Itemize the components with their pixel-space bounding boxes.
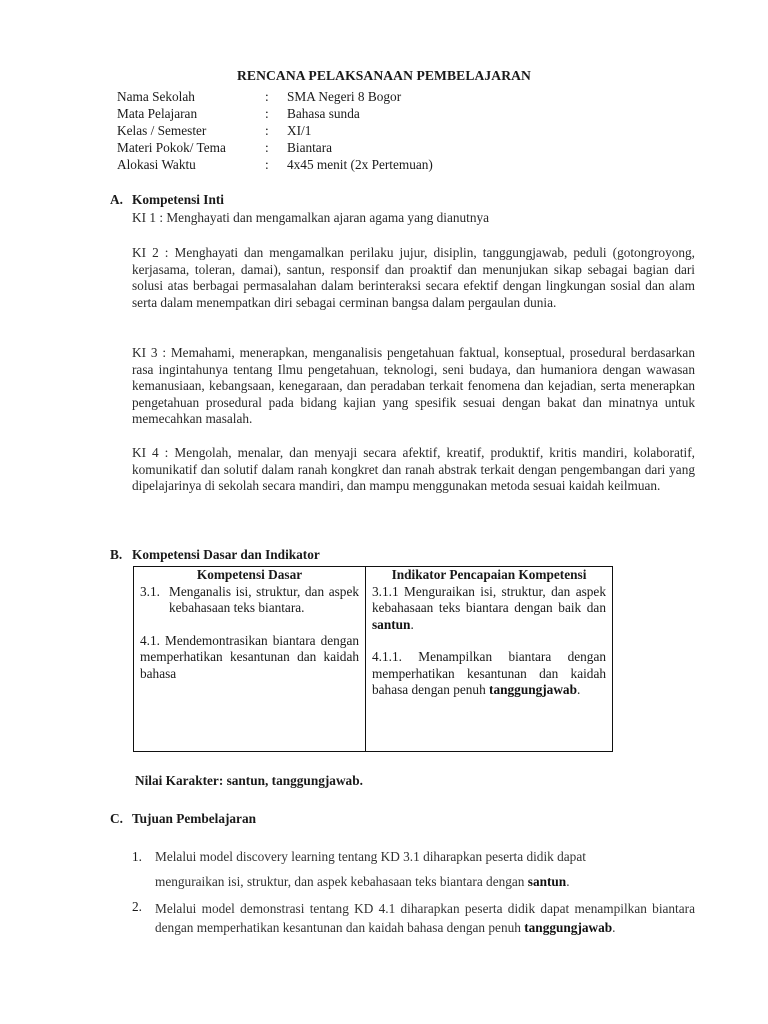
identity-sep: : xyxy=(265,89,269,104)
section-a-heading xyxy=(110,192,224,208)
nilai-karakter: Nilai Karakter: santun, tanggungjawab. xyxy=(135,773,363,788)
objective-2-body: Melalui model demonstrasi tentang KD 4.1 diharapkan peserta didik dapat menampilkan biantara dengan memperhatikan kesantunan dan kaidah bahasa dengan penuh xyxy=(155,901,695,935)
identity-value: XI/1 xyxy=(287,123,312,138)
kd-column-header: Kompetensi Dasar xyxy=(196,567,303,582)
section-b-number: B. xyxy=(110,547,123,562)
table-row xyxy=(134,567,613,752)
objective-2-end: . xyxy=(612,920,616,935)
objective-1-number: 1. xyxy=(132,849,142,864)
indicator-cell xyxy=(366,567,613,752)
indicator-3-1-1 xyxy=(372,584,606,634)
kd-3-1-text: Menganalis isi, struktur, dan aspek kebahasaan teks biantara. xyxy=(169,583,359,615)
objective-1-line-1: Melalui model discovery learning tentang KD 3.1 diharapkan peserta didik dapat xyxy=(155,849,586,864)
ki-1-paragraph: KI 1 : Menghayati dan mengamalkan ajaran agama yang dianutnya xyxy=(132,210,490,225)
section-c-title: Tujuan Pembelajaran xyxy=(132,811,256,826)
objectives-list xyxy=(132,849,695,959)
indicator-3-1-1-text: 3.1.1 Menguraikan isi, struktur, dan aspek kebahasaan teks biantara dengan baik dan xyxy=(372,583,606,615)
identity-sep: : xyxy=(265,140,269,155)
indicator-4-1-1-bold: tanggungjawab xyxy=(489,682,577,697)
identity-value: 4x45 menit (2x Pertemuan) xyxy=(287,157,433,172)
ki-4-paragraph: KI 4 : Mengolah, menalar, dan menyaji secara afektif, kreatif, produktif, kritis mandiri, kolaboratif, komunikatif dan solutif dalam ranah kongkret dan ranah abstrak terkait dengan pengembangan dari yang dipelajarinya di sekolah secara mandiri, dan mampu menggunakan metoda sesuai kaidah keilmuan. xyxy=(132,445,695,493)
indicator-column-header: Indikator Pencapaian Kompetensi xyxy=(391,567,587,582)
kd-cell xyxy=(134,567,366,752)
objective-1-bold: santun xyxy=(527,874,567,889)
identity-key: Alokasi Waktu xyxy=(117,157,196,172)
indicator-3-1-1-end: . xyxy=(410,616,414,632)
objective-1-line-2-text: menguraikan isi, struktur, dan aspek kebahasaan teks biantara dengan xyxy=(155,874,525,889)
section-a-number: A. xyxy=(110,192,123,207)
section-b-title: Kompetensi Dasar dan Indikator xyxy=(132,547,320,562)
identity-sep: : xyxy=(265,123,269,138)
objective-2-bold: tanggungjawab xyxy=(524,920,613,935)
identity-row xyxy=(117,139,433,156)
identity-key: Kelas / Semester xyxy=(117,123,207,138)
indicator-4-1-1-text: 4.1.1. Menampilkan biantara dengan memperhatikan kesantunan dan kaidah bahasa dengan penuh xyxy=(372,649,606,697)
identity-key: Nama Sekolah xyxy=(117,89,195,104)
identity-row xyxy=(117,122,433,139)
identity-sep: : xyxy=(265,106,269,121)
objective-1-line-2 xyxy=(155,874,695,891)
competency-table xyxy=(133,566,613,752)
section-c-heading xyxy=(110,811,256,827)
kd-3-1-number: 3.1. xyxy=(140,583,160,599)
ki-2-paragraph: KI 2 : Menghayati dan mengamalkan perilaku jujur, disiplin, tanggungjawab, peduli (gotongroyong, kerjasama, toleran, damai), santun, responsif dan proaktif dan menunjukan sikap sebagai bagian dari solusi atas berbagai permasalahan dalam berinteraksi secara efektif dengan lingkungan sosial dan alam serta dalam menempatkan diri sebagai cerminan bangsa dalam pergaulan dunia. xyxy=(132,245,695,310)
document-title: RENCANA PELAKSANAAN PEMBELAJARAN xyxy=(237,68,531,83)
kd-4-1: 4.1. Mendemontrasikan biantara dengan memperhatikan kesantunan dan kaidah bahasa xyxy=(140,632,359,681)
kd-3-1 xyxy=(140,584,359,617)
objective-2-number: 2. xyxy=(132,899,142,914)
identity-key: Mata Pelajaran xyxy=(117,106,198,121)
identity-value: Biantara xyxy=(287,140,333,155)
section-a-title: Kompetensi Inti xyxy=(132,192,224,207)
indicator-4-1-1 xyxy=(372,649,606,699)
indicator-3-1-1-bold: santun xyxy=(372,616,411,632)
section-b-heading xyxy=(110,547,320,563)
identity-row xyxy=(117,88,433,105)
identity-table xyxy=(117,88,433,173)
objective-2-text xyxy=(155,899,695,937)
identity-row xyxy=(117,156,433,173)
indicator-4-1-1-end: . xyxy=(576,682,581,697)
identity-sep: : xyxy=(265,157,269,172)
identity-row xyxy=(117,105,433,122)
ki-3-paragraph: KI 3 : Memahami, menerapkan, menganalisis pengetahuan faktual, konseptual, prosedural berdasarkan rasa ingintahunya tentang Ilmu pengetahuan, teknologi, seni budaya, dan humaniora dengan wawasan kemanusiaan, kebangsaan, kenegaraan, dan peradaban terkait fenomena dan kejadian, serta menerapkan pengetahuan prosedural pada bidang kajian yang spesifik sesuai dengan bakat dan minatnya untuk memecahkan masalah. xyxy=(132,345,695,426)
identity-value: SMA Negeri 8 Bogor xyxy=(287,89,402,104)
objective-1-end: . xyxy=(566,874,570,889)
identity-value: Bahasa sunda xyxy=(287,106,360,121)
section-c-number: C. xyxy=(110,811,123,826)
identity-key: Materi Pokok/ Tema xyxy=(117,140,226,155)
